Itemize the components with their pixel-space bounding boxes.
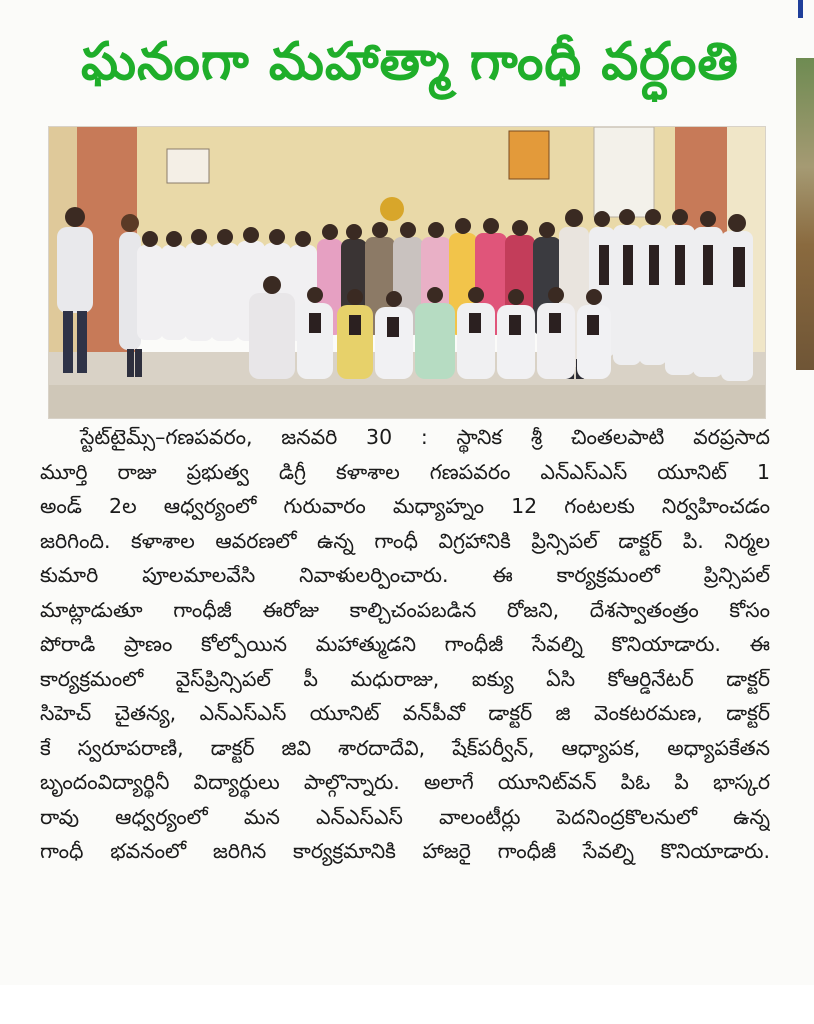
article-line: కే స్వరూపరాణి, డాక్టర్ జివి శారదాదేవి, షేక్‌పర్వీన్, ఆధ్యాపక, అధ్యాపకేతన	[40, 735, 770, 760]
article-line: పోరాడి ప్రాణం కోల్పోయిన మహాత్ముడని గాంధీజీ సేవల్ని కొనియాడారు. ఈ	[40, 632, 770, 656]
article-line: కార్యక్రమంలో వైస్‌ప్రిన్సిపల్ పీ మధురాజు, ఐక్యు ఏసి కోఆర్డినేటర్ డాక్టర్	[40, 666, 770, 691]
article-line: రావు ఆధ్వర్యంలో మన ఎన్ఎస్ఎస్ వాలంటీర్లు పెదనింద్రకొలనులో ఉన్న	[40, 804, 770, 829]
adjacent-photo-edge	[796, 58, 814, 370]
article-line: జరిగింది. కళాశాల ఆవరణలో ఉన్న గాంధీ విగ్రహానికి ప్రిన్సిపల్ డాక్టర్ పి. నిర్మల	[40, 528, 770, 553]
adjacent-column-edge	[790, 0, 814, 985]
article-line: మాట్లాడుతూ గాంధీజీ ఈరోజు కాల్చిచంపబడిన రోజని, దేశస్వాతంత్రం కోసం	[40, 597, 770, 622]
article-line: అండ్ 2ల ఆధ్వర్యంలో గురువారం మధ్యాహ్నం 12 గంటలకు నిర్వహించడం	[40, 494, 770, 518]
headline: ఘనంగా మహాత్మా గాంధీ వర్ధంతి	[80, 32, 740, 92]
article-line: గాంధీ భవనంలో జరిగిన కార్యక్రమానికి హాజరై గాంధీజీ సేవల్ని కొనియాడారు.	[40, 839, 770, 863]
cropped-previous-line	[40, 0, 780, 8]
article-line: సిహెచ్ చైతన్య, ఎన్ఎస్ఎస్ యూనిట్ వన్‌పీవో డాక్టర్ జి వెంకటరమణ, డాక్టర్	[40, 701, 770, 725]
article-line: బృందంవిద్యార్థినీ విద్యార్థులు పాల్గొన్నారు. అలాగే యూనిట్‌వన్ పిఓ పి భాస్కర	[40, 770, 770, 794]
adjacent-column-rule	[798, 0, 803, 18]
article-line: కుమారి పూలమాలవేసి నివాళులర్పించారు. ఈ కార్యక్రమంలో ప్రిన్సిపల్	[40, 563, 770, 587]
group-photo	[48, 126, 766, 419]
article-body	[40, 420, 770, 869]
article-line: స్టేట్‌టైమ్స్–గణపవరం, జనవరి 30 : స్థానిక శ్రీ చింతలపాటి వరప్రసాద	[80, 425, 770, 449]
article-line: మూర్తి రాజు ప్రభుత్వ డిగ్రీ కళాశాల గణపవరం ఎన్ఎస్ఎస్ యూనిట్ 1	[40, 459, 770, 484]
bottom-margin	[0, 985, 814, 1024]
